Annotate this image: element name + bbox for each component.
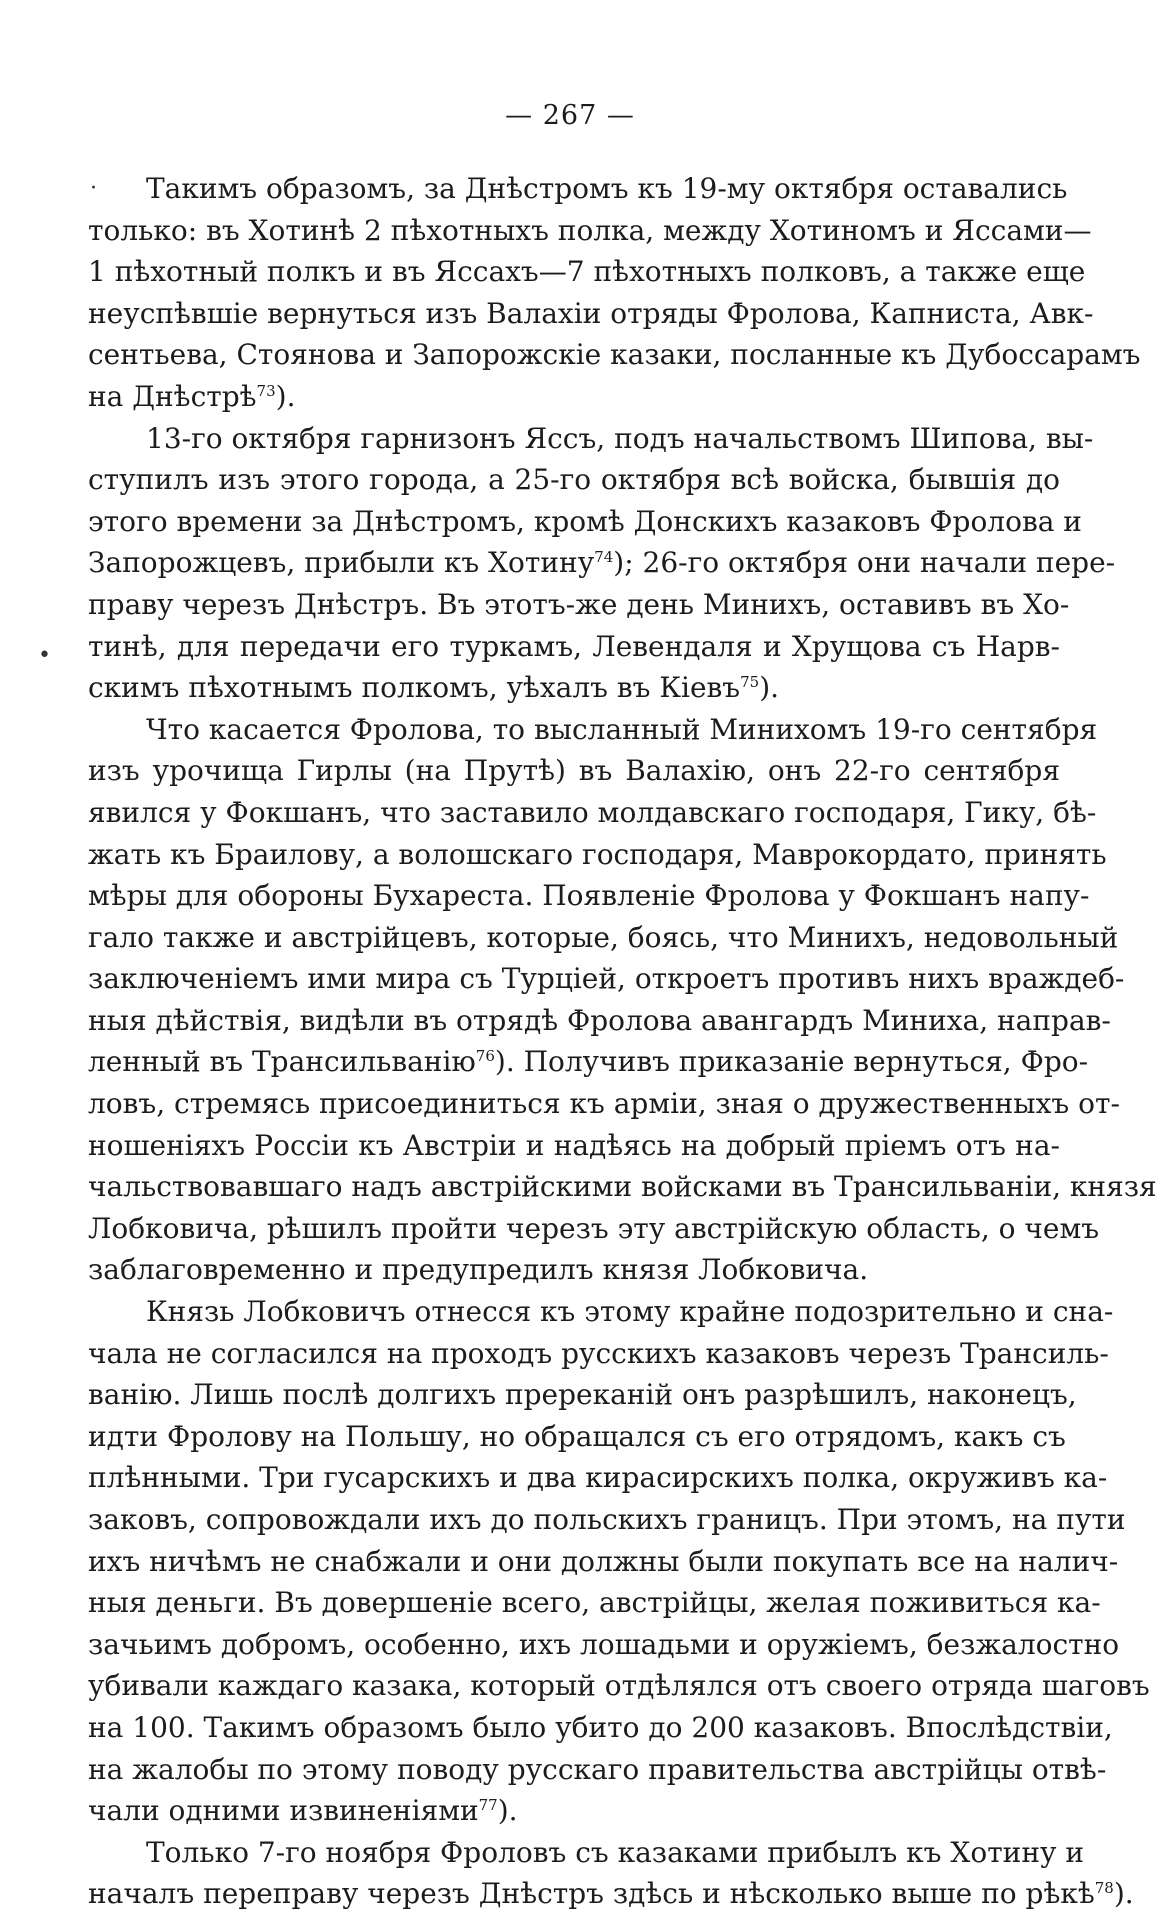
line-text: ленный въ Трансильванію: [88, 1045, 476, 1079]
text-line: [88, 376, 1060, 418]
text-line: [88, 1041, 1089, 1083]
line-text: этого времени за Днѣстромъ, кромѣ Донскихъ казаковъ Фролова и: [88, 504, 1082, 538]
text-line: [88, 626, 1060, 668]
text-line: [88, 1208, 1100, 1250]
text-line: [88, 1707, 1113, 1749]
line-text: на Днѣстрѣ: [88, 379, 257, 413]
text-line: [88, 1125, 1060, 1167]
margin-mark: •: [38, 643, 51, 668]
text-line: [88, 1582, 1101, 1624]
text-line: [88, 334, 1141, 376]
line-text: ванію. Лишь послѣ долгихъ пререканій онъ разрѣшилъ, наконецъ,: [88, 1378, 1077, 1412]
footnote-ref: 76: [475, 1047, 495, 1066]
footnote-ref: 77: [478, 1796, 498, 1815]
line-text: праву черезъ Днѣстръ. Въ этотъ-же день Минихъ, оставивъ въ Хо-: [88, 587, 1070, 621]
line-text: только: въ Хотинѣ 2 пѣхотныхъ полка, между Хотиномъ и Яссами—: [88, 213, 1092, 247]
line-text-continued: ).: [275, 379, 296, 413]
text-line: [88, 418, 1094, 460]
text-line: [88, 1374, 1077, 1416]
line-text: мѣры для обороны Бухареста. Появленіе Фролова у Фокшанъ напу-: [88, 879, 1090, 913]
line-text: убивали каждаго казака, который отдѣлялся отъ своего отряда шаговъ: [88, 1669, 1150, 1703]
text-line: [88, 1291, 1114, 1333]
paragraph: [88, 418, 1116, 709]
line-text: началъ переправу черезъ Днѣстръ здѣсь и нѣсколько выше по рѣкѣ: [88, 1877, 1095, 1911]
paragraph: [88, 709, 1157, 1291]
line-text: ныя деньги. Въ довершеніе всего, австрійцы, желая поживиться ка-: [88, 1586, 1101, 1620]
line-text: ношеніяхъ Россіи къ Австріи и надѣясь на добрый пріемъ отъ на-: [88, 1128, 1060, 1162]
text-line: [88, 1749, 1107, 1791]
text-line: [88, 667, 1060, 709]
text-line: [88, 1083, 1120, 1125]
footnote-ref: 73: [256, 381, 276, 400]
text-line: [88, 293, 1094, 335]
text-line: [88, 542, 1116, 584]
text-line: [88, 210, 1092, 252]
body-text: [88, 168, 1157, 1915]
text-line: [88, 1000, 1111, 1042]
margin-mark: ·: [90, 176, 97, 201]
page-number: — 267 —: [505, 100, 635, 131]
line-text: неуспѣвшіе вернуться изъ Валахіи отряды Фролова, Капниста, Авк-: [88, 296, 1094, 330]
line-text: жать къ Браилову, а волошскаго господаря, Маврокордато, принять: [88, 837, 1107, 871]
line-text: чальствовавшаго надъ австрійскими войсками въ Трансильваніи, князя: [88, 1170, 1157, 1204]
text-line: [88, 251, 1086, 293]
line-text: скимъ пѣхотнымъ полкомъ, уѣхалъ въ Кіевъ: [88, 671, 741, 705]
line-text-continued: ).: [497, 1794, 518, 1828]
text-line: [88, 1665, 1150, 1707]
line-text: Запорожцевъ, прибыли къ Хотину: [88, 546, 595, 580]
line-text-continued: ).: [759, 671, 780, 705]
line-text: 1 пѣхотный полкъ и въ Яссахъ—7 пѣхотныхъ полковъ, а также еще: [88, 255, 1086, 289]
line-text: Князь Лобковичъ отнесся къ этому крайне подозрительно и сна-: [146, 1295, 1114, 1329]
text-line: [88, 584, 1070, 626]
line-text: гало также и австрійцевъ, которые, боясь, что Минихъ, недовольный: [88, 920, 1119, 954]
line-text: чали одними извиненіями: [88, 1794, 479, 1828]
text-line: [88, 875, 1090, 917]
text-line: [88, 168, 1068, 210]
line-text: изъ урочища Гирлы (на Прутѣ) въ Валахію, онъ 22-го сентября: [88, 754, 1060, 788]
line-text: зачьимъ добромъ, особенно, ихъ лошадьми и оружіемъ, безжалостно: [88, 1627, 1120, 1661]
line-text: ступилъ изъ этого города, а 25-го октября всѣ войска, бывшія до: [88, 463, 1060, 497]
line-text: идти Фролову на Польшу, но обращался съ его отрядомъ, какъ съ: [88, 1419, 1066, 1453]
line-text: чала не согласился на проходъ русскихъ казаковъ черезъ Трансиль-: [88, 1336, 1109, 1370]
text-line: [88, 501, 1082, 543]
line-text: тинѣ, для передачи его туркамъ, Левендаля и Хрущова съ Нарв-: [88, 629, 1060, 663]
paragraph: [88, 1291, 1150, 1832]
line-text-continued: ); 26-го октября они начали пере-: [613, 546, 1116, 580]
line-text: ловъ, стремясь присоединиться къ арміи, зная о дружественныхъ от-: [88, 1087, 1120, 1121]
line-text: плѣнными. Три гусарскихъ и два кирасирскихъ полка, окруживъ ка-: [88, 1461, 1108, 1495]
text-line: [88, 792, 1097, 834]
text-line: [88, 1873, 1134, 1915]
line-text: ихъ ничѣмъ не снабжали и они должны были покупать все на налич-: [88, 1544, 1119, 1578]
text-line: [88, 709, 1098, 751]
line-text: Что касается Фролова, то высланный Минихомъ 19-го сентября: [146, 712, 1098, 746]
line-text: Только 7-го ноября Фроловъ съ казаками прибылъ къ Хотину и: [146, 1835, 1085, 1869]
text-line: [88, 750, 1060, 792]
line-text: Лобковича, рѣшилъ пройти черезъ эту австрійскую область, о чемъ: [88, 1211, 1100, 1245]
text-line: [88, 917, 1119, 959]
line-text: на жалобы по этому поводу русскаго правительства австрійцы отвѣ-: [88, 1752, 1107, 1786]
footnote-ref: 75: [740, 673, 760, 692]
text-line: [88, 1333, 1109, 1375]
text-line: [88, 1249, 1060, 1291]
line-text: 13-го октября гарнизонъ Яссъ, подъ начальствомъ Шипова, вы-: [146, 421, 1094, 455]
line-text: Такимъ образомъ, за Днѣстромъ къ 19-му октября оставались: [146, 172, 1068, 205]
line-text: ныя дѣйствія, видѣли въ отрядѣ Фролова авангардъ Миниха, направ-: [88, 1003, 1111, 1037]
text-line: [88, 1457, 1108, 1499]
paragraph: [88, 1832, 1134, 1915]
text-line: [88, 1166, 1157, 1208]
text-line: [88, 1416, 1066, 1458]
line-text: заключеніемъ ими мира съ Турціей, откроетъ противъ нихъ враждеб-: [88, 962, 1125, 996]
text-line: [88, 1790, 1060, 1832]
text-line: [88, 459, 1060, 501]
text-line: [88, 834, 1107, 876]
text-line: [88, 1624, 1120, 1666]
line-text: заковъ, сопровождали ихъ до польскихъ границъ. При этомъ, на пути: [88, 1503, 1126, 1536]
line-text-continued: ). Получивъ приказаніе вернуться, Фро-: [494, 1045, 1089, 1079]
line-text-continued: ).: [1113, 1877, 1134, 1911]
line-text: заблаговременно и предупредилъ князя Лобковича.: [88, 1253, 869, 1287]
text-line: [88, 958, 1125, 1000]
line-text: на 100. Такимъ образомъ было убито до 200 казаковъ. Впослѣдствіи,: [88, 1710, 1113, 1744]
paragraph: [88, 168, 1141, 418]
line-text: явился у Фокшанъ, что заставило молдавскаго господаря, Гику, бѣ-: [88, 795, 1097, 829]
footnote-ref: 74: [594, 548, 614, 567]
text-line: [88, 1832, 1085, 1874]
line-text: сентьева, Стоянова и Запорожскіе казаки, посланные къ Дубоссарамъ: [88, 338, 1141, 372]
text-line: [88, 1499, 1126, 1541]
footnote-ref: 78: [1094, 1879, 1114, 1898]
text-line: [88, 1541, 1119, 1583]
